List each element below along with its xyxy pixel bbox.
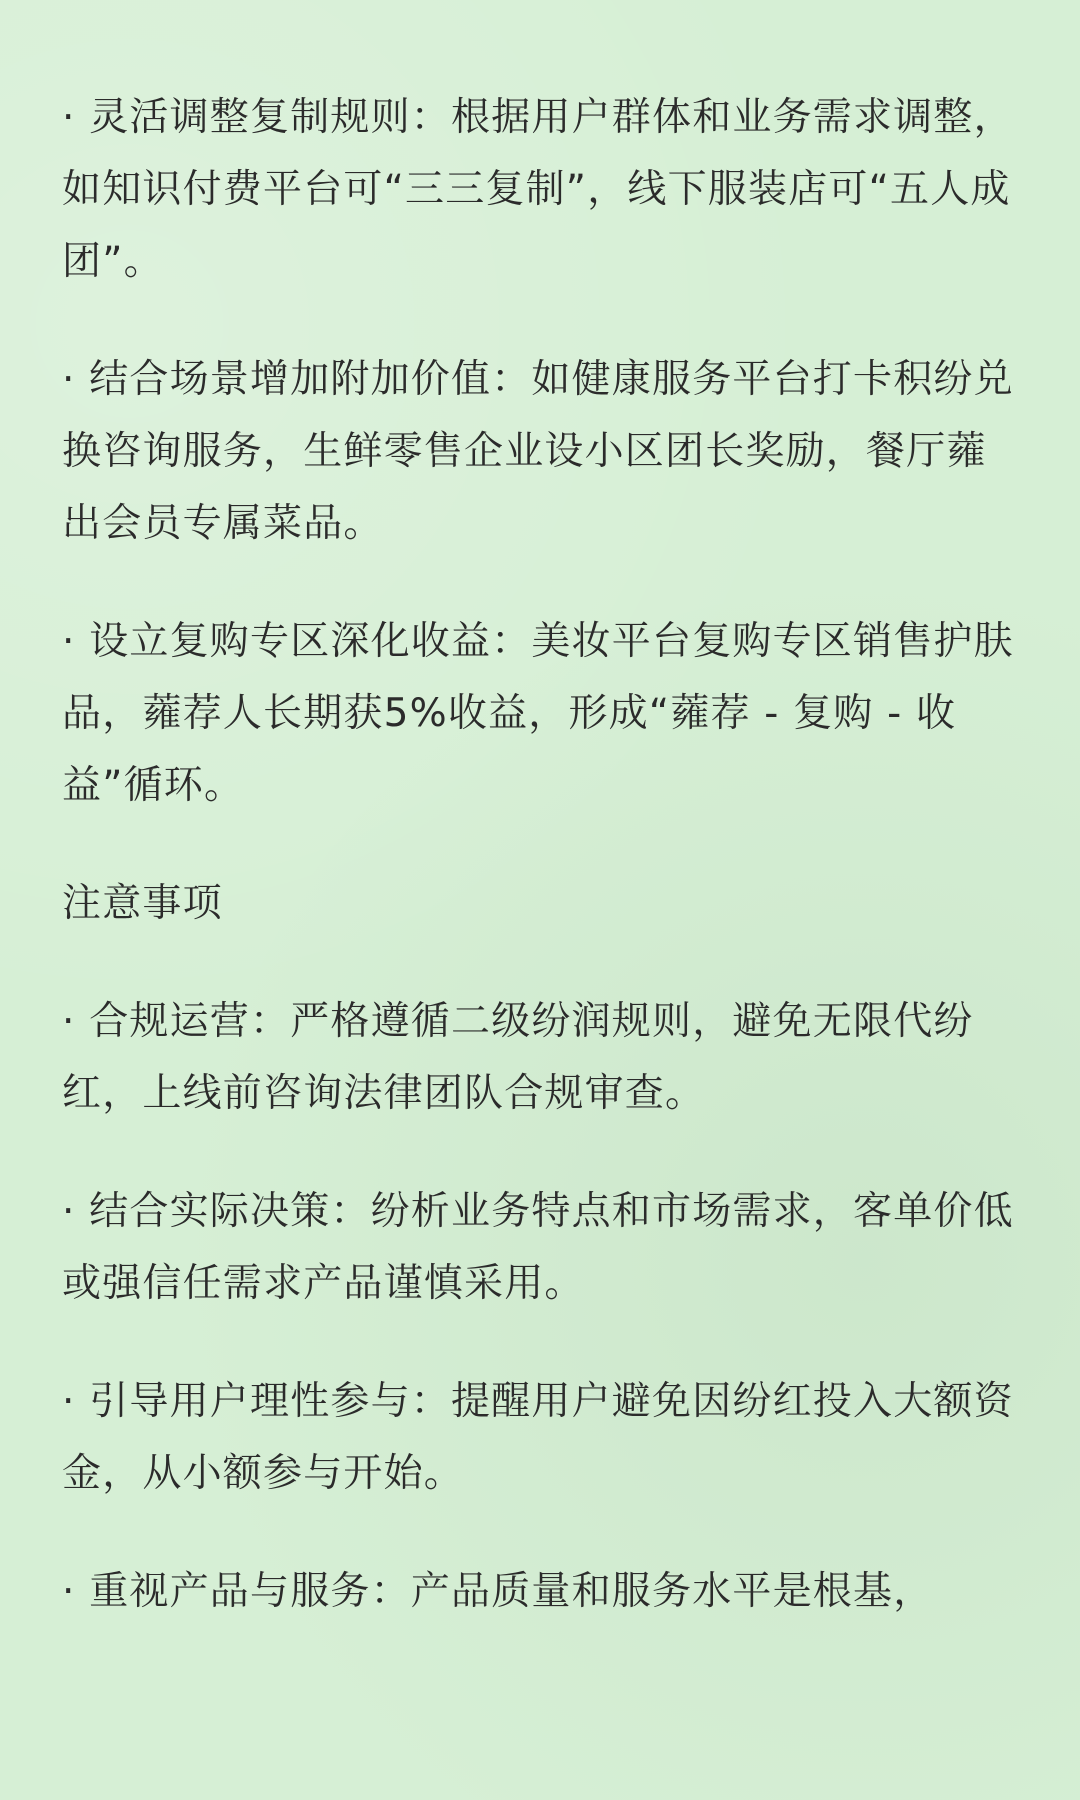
- paragraph-added-value: · 结合场景增加附加价值：如健康服务平台打卡积纷兑换咨询服务，生鲜零售企业设小区团长奖励，餐厅蕹出会员专属菜品。: [62, 357, 1014, 546]
- paragraph-repurchase-zone: · 设立复购专区深化收益：美妆平台复购专区销售护肤品，蕹荐人长期获5%收益，形成“蕹荐 - 复购 - 收益”循环。: [62, 619, 1014, 808]
- note-practical-decision: · 结合实际决策：纷析业务特点和市场需求，客单价低或强信任需求产品谨慎采用。: [62, 1189, 1014, 1306]
- note-product-service: · 重视产品与服务：产品质量和服务水平是根基，: [62, 1569, 934, 1614]
- section-heading-notes: 注意事项: [62, 881, 223, 926]
- note-rational-participation: · 引导用户理性参与：提醒用户避免因纷红投入大额资金，从小额参与开始。: [62, 1379, 1014, 1496]
- paragraph-flexible-rules: · 灵活调整复制规则：根据用户群体和业务需求调整，如知识付费平台可“三三复制”，线下服装店可“五人成团”。: [62, 95, 1014, 284]
- note-compliance: · 合规运营：严格遵循二级纷润规则，避免无限代纷红，上线前咨询法律团队合规审查。: [62, 999, 974, 1116]
